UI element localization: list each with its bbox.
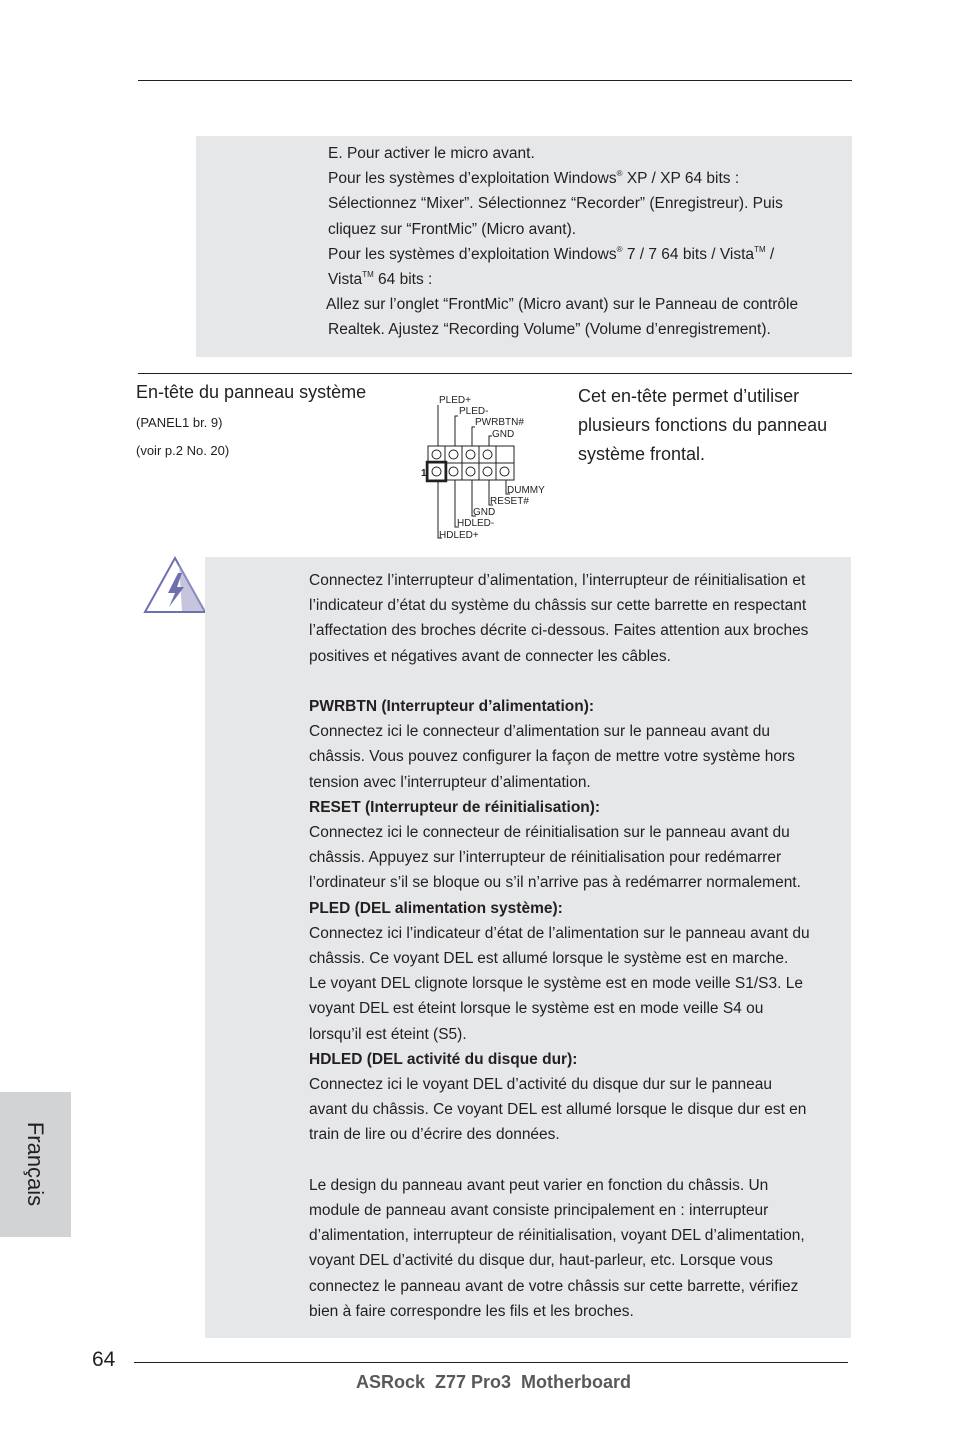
section-line: Le voyant DEL clignote lorsque le système est en mode veille S1/S3. Le [309,975,803,993]
micro-line [328,166,798,191]
micro-text: / [765,245,775,263]
micro-text: 7 / 7 64 bits / Vista [622,245,755,263]
superscript-mark: TM [362,270,374,280]
language-tab-label: Français [23,1121,48,1207]
section-line: avant du châssis. Ce voyant DEL est allumé lorsque le disque dur est en [309,1101,807,1119]
panel-header-ref: (PANEL1 br. 9) [136,415,223,430]
micro-line [328,267,798,292]
section-line: l’ordinateur s’il se bloque ou s’il n’arrive pas à redémarrer normalement. [309,874,801,892]
warning-text [309,568,810,1324]
pin-label-dummy: DUMMY [507,485,545,496]
micro-line [328,191,798,216]
section-line: lorsqu’il est éteint (S5). [309,1025,467,1043]
section-heading: RESET (Interrupteur de réinitialisation): [309,798,601,816]
top-rule [138,80,852,81]
pin-label-pled-minus: PLED- [459,406,489,417]
section-heading: HDLED (DEL activité du disque dur): [309,1050,578,1068]
section-line: Connectez ici l’indicateur d’état de l’alimentation sur le panneau avant du [309,924,810,942]
section-line: train de lire ou d’écrire des données. [309,1126,560,1144]
warning-outro-line: module de panneau avant consiste principalement en : interrupteur [309,1202,769,1220]
panel1-pin-diagram [418,388,558,544]
warning-box [205,557,851,1338]
pin-label-pwrbtn: PWRBTN# [475,417,524,428]
micro-text: XP / XP 64 bits : [622,170,740,188]
micro-instructions-text [328,141,798,343]
description-line: plusieurs fonctions du panneau [578,415,828,435]
pin-label-gnd-top: GND [492,429,515,440]
section-line: châssis. Vous pouvez configurer la façon de mettre votre système hors [309,748,795,766]
pin-label-hdled-minus: HDLED- [457,518,495,529]
panel-header-title: En-tête du panneau système [136,382,367,402]
micro-text: Pour les systèmes d’exploitation Windows [328,245,617,263]
superscript-mark: ® [616,169,623,179]
pin-label-reset: RESET# [490,496,529,507]
description-line: Cet en-tête permet d’utiliser [578,386,800,406]
micro-line [328,242,798,267]
paragraph-gap [309,1148,810,1173]
pin-one-label: 1 [421,468,427,479]
micro-text: E. Pour activer le micro avant. [328,145,535,162]
panel-header-page-ref: (voir p.2 No. 20) [136,443,230,458]
micro-line [326,292,798,317]
section-heading: PLED (DEL alimentation système): [309,899,563,917]
micro-text: 64 bits : [373,271,433,289]
warning-outro-line: bien à faire correspondre les fils et les broches. [309,1302,634,1320]
language-side-tab [0,1092,71,1237]
footer-rule [134,1362,848,1363]
footer-title: ASRock Z77 Pro3 Motherboard [356,1372,632,1392]
micro-line [328,141,798,166]
section-line: Connectez ici le connecteur d’alimentation sur le panneau avant du [309,723,770,741]
micro-instructions-box [196,136,852,357]
description-line: système frontal. [578,444,706,464]
micro-text: Realtek. Ajustez “Recording Volume” (Volume d’enregistrement). [328,321,771,339]
pin-label-gnd-bottom: GND [473,507,496,518]
warning-outro-line: connectez le panneau avant de votre châssis sur cette barrette, vérifiez [309,1277,799,1295]
section-heading: PWRBTN (Interrupteur d’alimentation): [309,698,595,715]
warning-outro-line: Le design du panneau avant peut varier en fonction du châssis. Un [309,1176,769,1194]
micro-line [328,217,798,242]
warning-intro-line: Connectez l’interrupteur d’alimentation, l’interrupteur de réinitialisation et [309,572,806,589]
micro-line [328,317,798,342]
pin-label-pled-plus: PLED+ [439,395,471,406]
section-line: châssis. Ce voyant DEL est allumé lorsque le système est en marche. [309,950,789,968]
panel-header-description [578,382,827,469]
warning-triangle-icon [142,555,208,615]
warning-intro-line: l’affectation des broches décrite ci-dessous. Faites attention aux broches [309,622,809,640]
micro-text: Vista [328,271,363,289]
section-line: Connectez ici le connecteur de réinitialisation sur le panneau avant du [309,824,790,842]
paragraph-gap [309,669,810,694]
warning-outro-line: d’alimentation, interrupteur de réinitialisation, voyant DEL d’alimentation, [309,1227,805,1245]
superscript-mark: ® [616,244,623,254]
micro-text: cliquez sur “FrontMic” (Micro avant). [328,220,577,238]
section-line: tension avec l’interrupteur d’alimentation. [309,773,591,791]
warning-outro-line: voyant DEL d’activité du disque dur, haut-parleur, etc. Lorsque vous [309,1252,773,1270]
page-number: 64 [92,1348,116,1371]
pin-label-hdled-plus: HDLED+ [439,530,479,541]
micro-text: Pour les systèmes d’exploitation Windows [328,170,617,188]
section-line: Connectez ici le voyant DEL d’activité du disque dur sur le panneau [309,1076,772,1094]
superscript-mark: TM [754,244,766,254]
section-line: châssis. Appuyez sur l’interrupteur de réinitialisation pour redémarrer [309,849,782,867]
micro-text: Sélectionnez “Mixer”. Sélectionnez “Recorder” (Enregistreur). Puis [328,195,783,213]
warning-intro-line: positives et négatives avant de connecter les câbles. [309,647,671,665]
section-rule [138,373,852,374]
micro-text: Allez sur l’onglet “FrontMic” (Micro avant) sur le Panneau de contrôle [326,296,799,314]
warning-intro-line: l’indicateur d’état du système du châssis sur cette barrette en respectant [309,597,807,615]
section-line: voyant DEL est éteint lorsque le système est en mode veille S4 ou [309,1000,764,1018]
